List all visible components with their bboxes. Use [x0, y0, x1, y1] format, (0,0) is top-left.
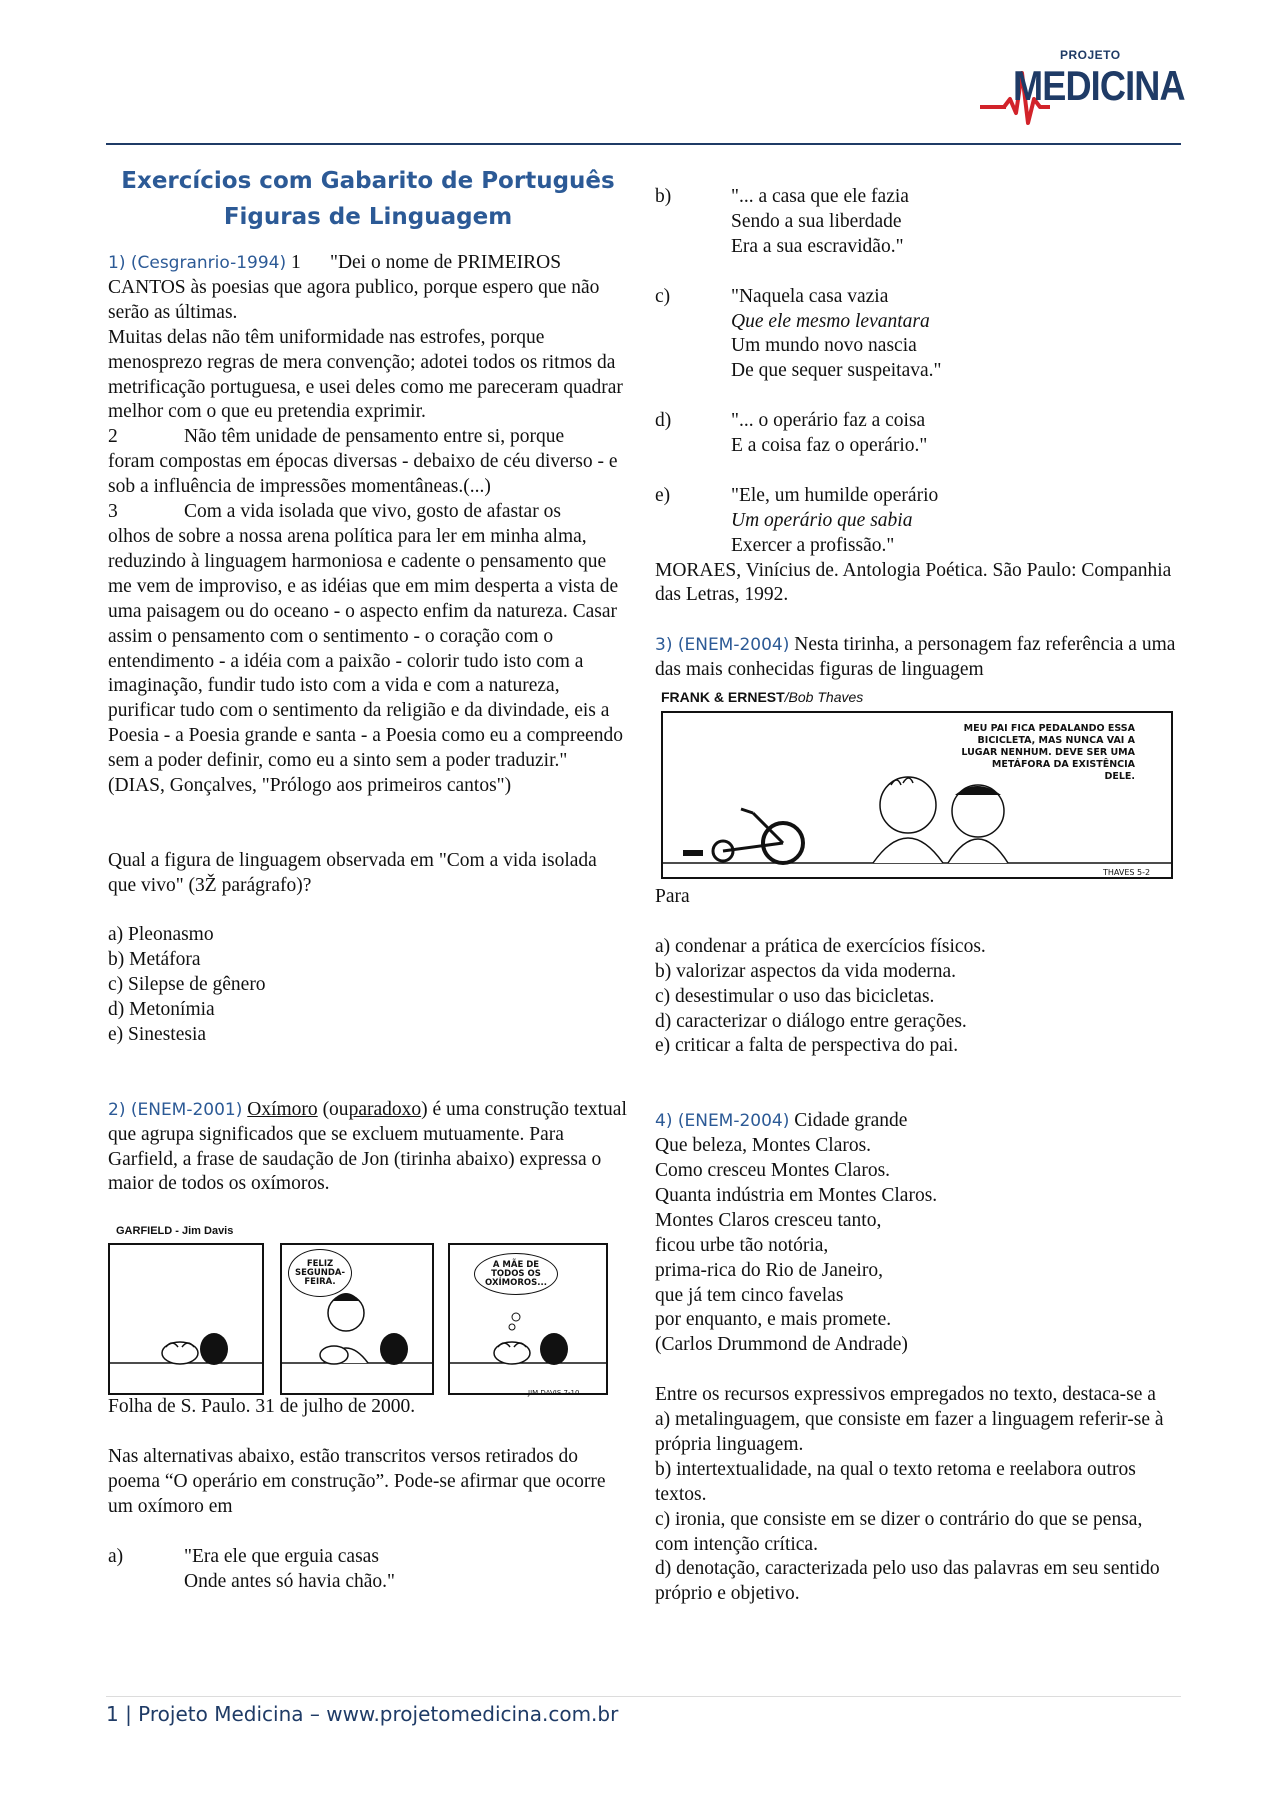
- q3-option-a: a) condenar a prática de exercícios físicos.: [655, 935, 986, 957]
- q1-p2-rest: foram compostas em épocas diversas - debaixo de céu diverso - e sob a influência de impressões momentâneas.(...): [108, 451, 618, 498]
- q1-para-num-3: 3: [108, 501, 118, 523]
- q1-option-e: e) Sinestesia: [108, 1024, 207, 1046]
- q1-source: (DIAS, Gonçalves, "Prólogo aos primeiros cantos"): [108, 775, 512, 797]
- q1-option-b: b) Metáfora: [108, 949, 201, 971]
- q2-caption: Folha de S. Paulo. 31 de julho de 2000.: [108, 1396, 416, 1418]
- q4-poem-line-4: Quanta indústria em Montes Claros.: [655, 1184, 938, 1206]
- q2-label: 2) (ENEM-2001): [108, 1099, 243, 1120]
- q4-option-a: a) metalinguagem, que consiste em fazer a linguagem referir-se à própria linguagem.: [655, 1409, 1164, 1455]
- header-rule: [106, 143, 1181, 145]
- q2-option-c-line-4: De que sequer suspeitava.": [731, 360, 942, 382]
- q2-option-e-line-3: Exercer a profissão.": [731, 534, 895, 556]
- q2-option-e: [655, 484, 1180, 559]
- q2-option-b: [655, 185, 1180, 260]
- q4-poem-author: (Carlos Drummond de Andrade): [655, 1334, 908, 1356]
- q1-option-c: c) Silepse de gênero: [108, 974, 266, 996]
- q2-option-c-line-2: Que ele mesmo levantara: [731, 310, 930, 332]
- frank-ernest-panel: [661, 711, 1173, 879]
- q1-p1-rest: CANTOS às poesias que agora publico, porque espero que não serão as últimas.: [108, 276, 600, 323]
- q4-poem-line-3: Como cresceu Montes Claros.: [655, 1160, 891, 1181]
- q2-option-b-line-1: "... a casa que ele fazia: [731, 186, 909, 207]
- q4-intro: Entre os recursos expressivos empregados no texto, destaca-se a: [655, 1384, 1156, 1406]
- frank-ernest-signature: THAVES 5-2: [1103, 868, 1151, 878]
- garfield-panel-1: [108, 1243, 264, 1395]
- q2-option-d-label: d): [655, 410, 672, 432]
- q3-option-b: b) valorizar aspectos da vida moderna.: [655, 960, 957, 982]
- q1-para-num-1: 1: [290, 252, 301, 273]
- logo-big-text: MEDICINA: [1013, 62, 1185, 109]
- title-line-2: Figuras de Linguagem: [223, 204, 513, 230]
- question-3: [655, 633, 1180, 1059]
- q2-option-b-line-2: Sendo a sua liberdade: [731, 210, 902, 232]
- q3-text: Nesta tirinha, a personagem faz referência a uma das mais conhecidas figuras de linguagem: [655, 634, 1176, 681]
- garfield-sleeping-illustration: [110, 1245, 262, 1393]
- frank-ernest-comic: [655, 685, 1175, 885]
- q3-option-d: d) caracterizar o diálogo entre gerações.: [655, 1010, 967, 1032]
- q2-option-e-line-1: "Ele, um humilde operário: [731, 484, 939, 506]
- page-footer: 1 | Projeto Medicina – www.projetomedicina.com.br: [106, 1702, 619, 1726]
- q1-p3-start: Com a vida isolada que vivo, gosto de afastar os: [184, 501, 561, 523]
- q2-option-c: [655, 285, 1180, 385]
- q2-option-d-line-1: "... o operário faz a coisa: [731, 410, 926, 432]
- q4-option-c: c) ironia, que consiste em se dizer o contrário do que se pensa, com intenção crítica.: [655, 1508, 1143, 1555]
- garfield-bubble-1: FELIZ SEGUNDA-FEIRA.: [288, 1249, 352, 1297]
- q4-poem-line-7: prima-rica do Rio de Janeiro,: [655, 1259, 883, 1281]
- q1-p2-start: Não têm unidade de pensamento entre si, porque: [184, 426, 565, 448]
- q2-option-a-label: a): [108, 1545, 124, 1567]
- q1-label: 1) (Cesgranrio-1994): [108, 253, 287, 273]
- page-title: [108, 163, 628, 235]
- q3-label: 3) (ENEM-2004): [655, 635, 790, 656]
- q2-option-c-label: c): [655, 285, 671, 307]
- q2-option-a-line-2: Onde antes só havia chão.": [184, 1570, 396, 1592]
- q2-option-c-line-1: "Naquela casa vazia: [731, 285, 889, 307]
- footer-rule: [106, 1696, 1181, 1697]
- garfield-comic: [108, 1219, 608, 1398]
- q4-label: 4) (ENEM-2004): [655, 1111, 790, 1132]
- q1-p1-cont: Muitas delas não têm uniformidade nas estrofes, porque menosprezo regras de mera convenção; adotei todos os ritmos da metrificação portuguesa, e usei deles como me pareceram quadrar melhor com o que eu pretendia exprimir.: [108, 326, 623, 423]
- q4-option-d: d) denotação, caracterizada pelo uso das palavras em seu sentido próprio e objetivo.: [655, 1558, 1160, 1605]
- q1-p1-start: "Dei o nome de PRIMEIROS: [329, 252, 562, 273]
- q3-option-c: c) desestimular o uso das bicicletas.: [655, 985, 935, 1007]
- q2-term-oximoro: Oxímoro: [247, 1098, 318, 1120]
- question-1: [108, 251, 628, 1048]
- q2-paren-open: (ou: [322, 1098, 349, 1120]
- q2-option-e-line-2: Um operário que sabia: [731, 509, 913, 531]
- frank-ernest-title-name: FRANK & ERNEST: [661, 689, 785, 706]
- garfield-bubble-2: A MÃE DE TODOS OS OXÍMOROS...: [474, 1253, 558, 1295]
- q2-option-d-line-2: E a coisa faz o operário.": [731, 435, 928, 457]
- q2-reference: MORAES, Vinícius de. Antologia Poética. São Paulo: Companhia das Letras, 1992.: [655, 559, 1172, 606]
- q2-option-a-line-1: "Era ele que erguia casas: [184, 1545, 379, 1567]
- garfield-comic-signature: JIM DAVIS 7-10: [528, 1389, 580, 1398]
- q4-poem-line-8: que já tem cinco favelas: [655, 1284, 844, 1306]
- logo-small-text: PROJETO: [1060, 48, 1121, 62]
- q2-text: é uma construção textual que agrupa significados que se excluem mutuamente. Para Garfield, a frase de saudação de Jon (tirinha abaixo) expressa o maior de todos os oxímoros.: [108, 1098, 627, 1195]
- frank-ernest-title: [661, 685, 863, 710]
- frank-ernest-speech: MEU PAI FICA PEDALANDO ESSA BICICLETA, MAS NUNCA VAI A LUGAR NENHUM. DEVE SER UMA METÁFORA DA EXISTÊNCIA DELE.: [961, 723, 1135, 783]
- q3-para: Para: [655, 886, 690, 908]
- q2-option-c-line-3: Um mundo novo nascia: [731, 335, 917, 357]
- q2-intro: Nas alternativas abaixo, estão transcritos versos retirados do poema “O operário em construção”. Pode-se afirmar que ocorre um oxímoro em: [108, 1446, 606, 1517]
- q1-option-a: a) Pleonasmo: [108, 924, 214, 946]
- q4-poem-line-9: por enquanto, e mais promete.: [655, 1309, 892, 1331]
- q2-option-d: [655, 409, 1180, 459]
- garfield-comic-title: GARFIELD - Jim Davis: [116, 1225, 234, 1238]
- question-4: [655, 1109, 1180, 1607]
- q2-option-e-label: e): [655, 484, 671, 506]
- q4-poem-line-1: Cidade grande: [794, 1110, 908, 1132]
- right-column: [655, 185, 1180, 1607]
- q4-option-b: b) intertextualidade, na qual o texto retoma e reelabora outros textos.: [655, 1458, 1136, 1505]
- q4-poem-line-2: Que beleza, Montes Claros.: [655, 1135, 872, 1157]
- title-line-1: Exercícios com Gabarito de Português: [121, 168, 615, 194]
- q1-option-d: d) Metonímia: [108, 999, 215, 1021]
- question-2: [108, 1098, 628, 1595]
- q2-term-paradoxo: paradoxo: [348, 1098, 422, 1120]
- q1-question: Qual a figura de linguagem observada em "Com a vida isolada que vivo" (3Ž parágrafo)?: [108, 849, 597, 896]
- q2-option-b-label: b): [655, 186, 672, 207]
- left-column: [108, 163, 628, 1595]
- q4-poem-line-5: Montes Claros cresceu tanto,: [655, 1209, 882, 1231]
- q1-p3-rest: olhos de sobre a nossa arena política para ler em minha alma, reduzindo à linguagem harmoniosa e cadente o pensamento que me vem de improviso, e as idéias que em mim desperta a vista de uma paisagem ou do oceano - o aspecto enfim da natureza. Casar assim o pensamento com o sentimento - o coração com o entendimento - a idéia com a paixão - colorir tudo isto com a imaginação, fundir tudo isto com a vida e com a natureza, purificar tudo com o sentimento da religião e da divindade, eis a Poesia - a Poesia grande e santa - a Poesia como eu a compreendo sem a poder definir, como eu a sinto sem a poder traduzir.": [108, 525, 623, 772]
- frank-ernest-author: /Bob Thaves: [784, 689, 864, 706]
- q1-para-num-2: 2: [108, 426, 118, 448]
- q2-paren-close: ): [421, 1098, 428, 1120]
- q2-option-a: [108, 1545, 628, 1595]
- q4-poem-line-6: ficou urbe tão notória,: [655, 1234, 829, 1256]
- q3-option-e: e) criticar a falta de perspectiva do pai.: [655, 1035, 959, 1057]
- q2-option-b-line-3: Era a sua escravidão.": [731, 235, 904, 257]
